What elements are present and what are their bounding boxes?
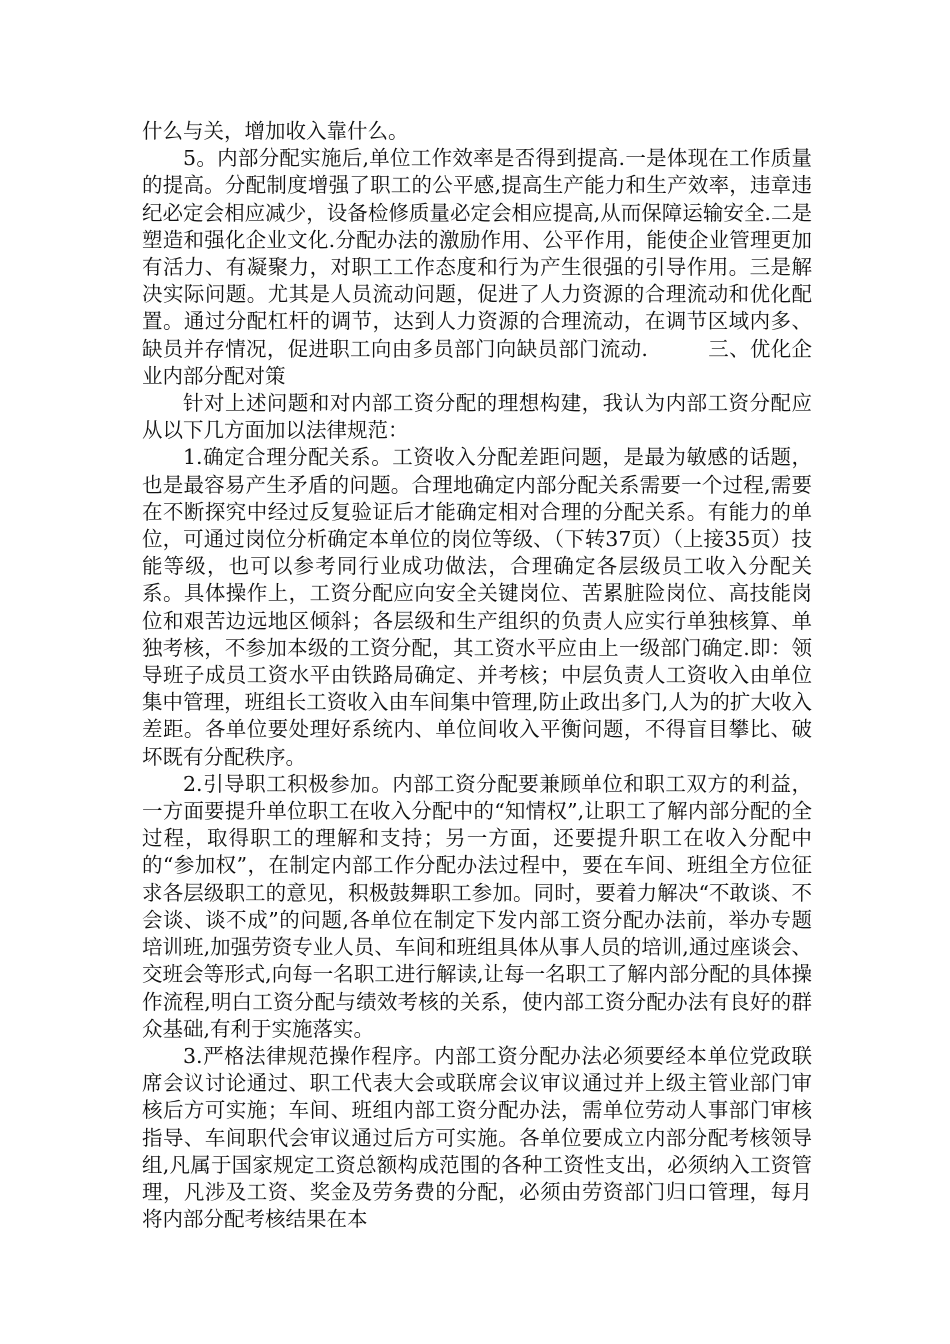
paragraph-continuation [142, 118, 812, 145]
document-body [142, 118, 812, 1233]
paragraph-item-2 [142, 771, 812, 1043]
paragraph-item-1 [142, 444, 812, 770]
paragraph-item-3 [142, 1043, 812, 1233]
paragraph-item-5 [142, 145, 812, 390]
paragraph-text: 5。内部分配实施后,单位工作效率是否得到提高.一是体现在工作质量的提高。分配制度增强了职工的公平感,提高生产能力和生产效率，违章违纪必定会相应减少，设备检修质量必定会相应提高,从而保障运输安全.二是塑造和强化企业文化.分配办法的激励作用、公平作用，能使企业管理更加有活力、有凝聚力，对职工工作态度和行为产生很强的引导作用。三是解决实际问题。尤其是人员流动问题，促进了人力资源的合理流动和优化配置。通过分配杠杆的调节，达到人力资源的合理流动，在调节区域内多、缺员并存情况，促进职工向由多员部门向缺员部门流动. [142, 146, 812, 361]
paragraph-intro [142, 390, 812, 444]
section-heading-three: 三、优化企业内部分配对策 [142, 336, 813, 388]
paragraph-text: 1.确定合理分配关系。工资收入分配差距问题，是最为敏感的话题，也是最容易产生矛盾的问题。合理地确定内部分配关系需要一个过程,需要在不断探究中经过反复验证后才能确定相对合理的分配关系。有能力的单位，可通过岗位分析确定本单位的岗位等级、（下转37页）（上接35页）技能等级，也可以参考同行业成功做法，合理确定各层级员工收入分配关系。具体操作上，工资分配应向安全关键岗位、苦累脏险岗位、高技能岗位和艰苦边远地区倾斜；各层级和生产组织的负责人应实行单独核算、单独考核，不参加本级的工资分配，其工资水平应由上一级部门确定.即：领导班子成员工资水平由铁路局确定、并考核；中层负责人工资收入由单位集中管理，班组长工资收入由车间集中管理,防止政出多门,人为的扩大收入差距。各单位要处理好系统内、单位间收入平衡问题，不得盲目攀比、破坏既有分配秩序。 [142, 445, 812, 769]
paragraph-text: 3.严格法律规范操作程序。内部工资分配办法必须要经本单位党政联席会议讨论通过、职工代表大会或联席会议审议通过并上级主管业部门审核后方可实施；车间、班组内部工资分配办法，需单位劳动人事部门审核指导、车间职代会审议通过后方可实施。各单位要成立内部分配考核领导组,凡属于国家规定工资总额构成范围的各种工资性支出，必须纳入工资管理，凡涉及工资、奖金及劳务费的分配，必须由劳资部门归口管理，每月将内部分配考核结果在本 [142, 1043, 812, 1232]
paragraph-text: 什么与关，增加收入靠什么。 [142, 119, 409, 143]
paragraph-text: 2.引导职工积极参加。内部工资分配要兼顾单位和职工双方的利益，一方面要提升单位职工在收入分配中的“知情权”,让职工了解内部分配的全过程，取得职工的理解和支持；另一方面，还要提升职工在收入分配中的“参加权”，在制定内部工作分配办法过程中，要在车间、班组全方位征求各层级职工的意见，积极鼓舞职工参加。同时，要着力解决“不敢谈、不会谈、谈不成”的问题,各单位在制定下发内部工资分配办法前，举办专题培训班,加强劳资专业人员、车间和班组具体从事人员的培训,通过座谈会、交班会等形式,向每一名职工进行解读,让每一名职工了解内部分配的具体操作流程,明白工资分配与绩效考核的关系，使内部工资分配办法有良好的群众基础,有利于实施落实。 [142, 771, 812, 1041]
paragraph-text: 针对上述问题和对内部工资分配的理想构建，我认为内部工资分配应从以下几方面加以法律规范： [142, 391, 812, 443]
